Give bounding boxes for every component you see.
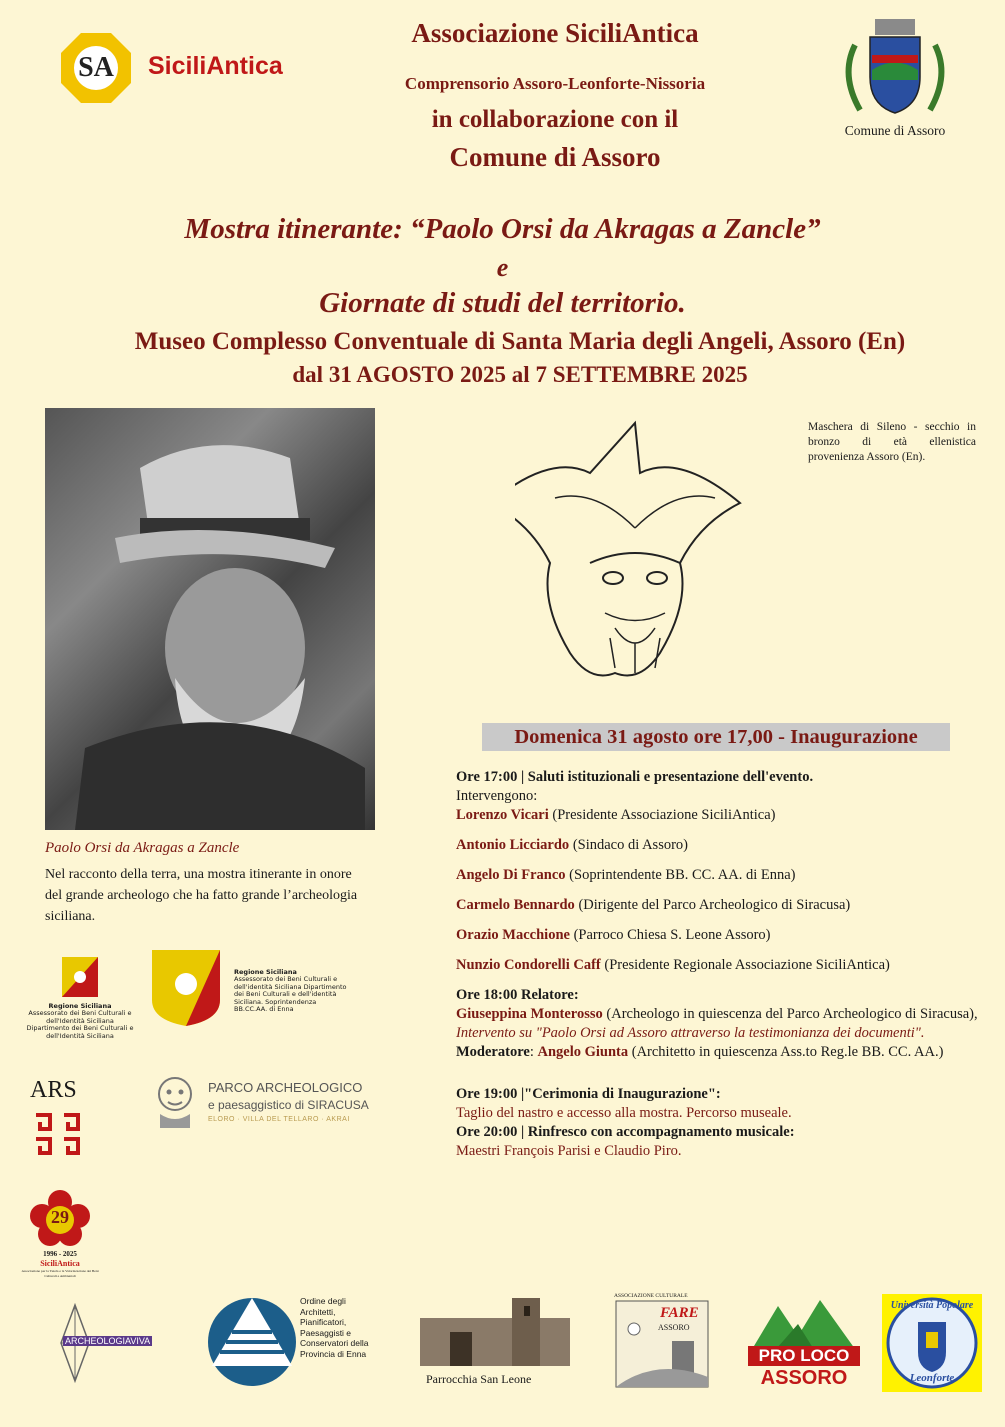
pro-loco-line2: ASSORO xyxy=(760,1367,848,1389)
parco-archeologico-logo xyxy=(152,1072,382,1134)
crest-icon xyxy=(830,15,960,119)
parco-medusa-icon xyxy=(152,1072,198,1132)
uni-top: Università Popolare xyxy=(890,1300,974,1311)
speaker-role: (Dirigente del Parco Archeologico di Siracusa) xyxy=(578,897,851,913)
relatore-name: Giuseppina Monterosso xyxy=(456,1006,603,1022)
soprintendenza-logo xyxy=(152,950,352,1026)
speaker-role: (Parroco Chiesa S. Leone Assoro) xyxy=(573,927,771,943)
venue: Museo Complesso Conventuale di Santa Maria degli Angeli, Assoro (En) xyxy=(134,328,906,355)
anniversary-logo xyxy=(15,1190,105,1282)
speaker-name: Antonio Licciardo xyxy=(456,837,570,853)
logo-text: SiciliAntica xyxy=(148,52,283,80)
soprint-text: Assessorato dei Beni Culturali e dell'identità Siciliana Dipartimento dei Beni Culturali e dell'identità Siciliana. Soprintendenza BB.CC.AA. di Enna xyxy=(234,975,347,1013)
soprintendenza-shield-icon xyxy=(152,950,220,1026)
moderatore-label: Moderatore xyxy=(456,1044,530,1060)
anniv-name: SiciliAntica xyxy=(40,1259,80,1268)
inauguration-heading: Domenica 31 agosto ore 17,00 - Inaugurazione xyxy=(482,723,950,751)
program-20-head: Ore 20:00 | Rinfresco con accompagnamento musicale: xyxy=(456,1124,795,1140)
program-18-head: Ore 18:00 Relatore: xyxy=(456,987,579,1003)
relatore-talk: Intervento su "Paolo Orsi ad Assoro attraverso la testimonianza dei documenti". xyxy=(456,1025,925,1041)
photo-caption-title: Paolo Orsi da Akragas a Zancle xyxy=(45,840,240,856)
comune-title: Comune di Assoro xyxy=(449,142,661,172)
speaker-name: Angelo Di Franco xyxy=(456,867,566,883)
regione-siciliana-logo xyxy=(25,957,135,1047)
anniv-sub: Associazione per la Tutela e la Valorizzazione dei Beni Culturali e Ambientali xyxy=(21,1269,99,1278)
crest-caption: Comune di Assoro xyxy=(844,123,946,138)
ars-logo xyxy=(30,1077,90,1161)
collaboration-line: in collaborazione con il xyxy=(431,106,679,133)
speaker-row xyxy=(456,836,996,855)
trinacria-icon xyxy=(62,957,98,997)
soprint-title: Regione Siciliana xyxy=(234,968,297,976)
moderatore-name: Angelo Giunta xyxy=(537,1044,629,1060)
district-name: Comprensorio Assoro-Leonforte-Nissoria xyxy=(404,74,706,93)
fare-name: FARE xyxy=(660,1305,699,1321)
association-name: Associazione SiciliAntica xyxy=(411,18,699,48)
archeologia-viva-logo xyxy=(55,1303,150,1385)
speaker-role: (Presidente Regionale Associazione SiciliAntica) xyxy=(604,957,890,973)
anniv-number: 29 xyxy=(51,1207,69,1227)
ordine-architetti-logo xyxy=(208,1292,378,1392)
photo-caption-text: Nel racconto della terra, una mostra itinerante in onore del grande archeologo che ha fatto grande l’archeologia siciliana. xyxy=(45,867,358,924)
ordine-triangle-icon xyxy=(208,1292,296,1392)
uni-bottom: Leonforte xyxy=(909,1372,955,1384)
anniv-years: 1996 - 2025 xyxy=(43,1250,77,1258)
parco-line3: ELORO · VILLA DEL TELLARO · AKRAI xyxy=(208,1116,350,1123)
paolo-orsi-photo xyxy=(45,408,375,830)
speaker-row xyxy=(456,806,996,825)
moderatore-row: Moderatore: Angelo Giunta (Architetto in quiescenza Ass.to Reg.le BB. CC. AA.) xyxy=(456,1044,944,1060)
universita-popolare-logo xyxy=(882,1294,982,1392)
program xyxy=(456,768,996,1161)
pro-loco-line1: PRO LOCO xyxy=(748,1346,860,1366)
intervengono-label: Intervengono: xyxy=(456,788,538,804)
pro-loco-logo xyxy=(748,1296,860,1390)
speaker-name: Carmelo Bennardo xyxy=(456,897,575,913)
ars-text: ARS xyxy=(30,1077,77,1103)
speaker-role: (Presidente Associazione SiciliAntica) xyxy=(552,807,776,823)
church-icon xyxy=(420,1298,570,1366)
relatore-role: (Archeologo in quiescenza del Parco Archeologico di Siracusa), xyxy=(606,1006,978,1022)
speaker-role: (Sindaco di Assoro) xyxy=(572,837,688,853)
fare-assoro-logo xyxy=(612,1293,712,1391)
speaker-role: (Soprintendente BB. CC. AA. di Enna) xyxy=(569,867,796,883)
program-19-text: Taglio del nastro e accesso alla mostra. Percorso museale. xyxy=(456,1105,792,1121)
exhibition-title: Mostra itinerante: “Paolo Orsi da Akragas a Zancle” xyxy=(184,213,821,245)
parrocchia-logo xyxy=(420,1298,570,1390)
parco-line1: PARCO ARCHEOLOGICO xyxy=(208,1080,363,1095)
program-20-text: Maestri François Parisi e Claudio Piro. xyxy=(456,1143,682,1159)
speaker-row xyxy=(456,866,996,885)
speaker-row xyxy=(456,896,996,915)
speaker-name: Orazio Macchione xyxy=(456,927,570,943)
moderatore-role: (Architetto in quiescenza Ass.to Reg.le BB. CC. AA.) xyxy=(631,1044,944,1060)
mask-icon xyxy=(515,418,755,680)
logo-initials: SA xyxy=(78,52,114,83)
regione-title: Regione Siciliana xyxy=(48,1002,112,1010)
siciliantica-logo xyxy=(60,32,300,108)
relatore-row xyxy=(456,1005,996,1043)
mask-note: Maschera di Sileno - secchio in bronzo di età ellenistica provenienza Assoro (En). xyxy=(808,421,976,463)
study-days-title: Giornate di studi del territorio. xyxy=(319,287,686,319)
sileno-mask-drawing xyxy=(515,418,755,680)
portrait-icon xyxy=(45,408,375,830)
speaker-row xyxy=(456,956,996,975)
program-19-head: Ore 19:00 |"Cerimonia di Inaugurazione": xyxy=(456,1086,721,1102)
parrocchia-text: Parrocchia San Leone xyxy=(426,1372,532,1386)
speaker-row xyxy=(456,926,996,945)
program-17-head: Ore 17:00 | Saluti istituzionali e presentazione dell'evento. xyxy=(456,769,814,785)
parco-line2: e paesaggistico di SIRACUSA xyxy=(208,1098,369,1112)
speaker-name: Lorenzo Vicari xyxy=(456,807,549,823)
ars-emblem-icon xyxy=(30,1109,86,1159)
title-conjunction: e xyxy=(496,253,509,282)
ordine-text: Ordine degli Architetti, Pianificatori, Paesaggisti e Conservatori della Provincia di Enna xyxy=(300,1296,369,1359)
regione-text: Assessorato dei Beni Culturali e dell'Identità Siciliana Dipartimento dei Beni Culturali e dell'Identità Siciliana xyxy=(26,1009,134,1040)
archeologia-viva-text: ARCHEOLOGIAVIVA xyxy=(65,1336,151,1346)
speaker-name: Nunzio Condorelli Caff xyxy=(456,957,601,973)
comune-crest xyxy=(830,15,960,141)
fare-assoc: ASSOCIAZIONE CULTURALE xyxy=(614,1293,688,1299)
event-dates: dal 31 AGOSTO 2025 al 7 SETTEMBRE 2025 xyxy=(292,362,748,387)
fare-place: ASSORO xyxy=(658,1323,690,1332)
